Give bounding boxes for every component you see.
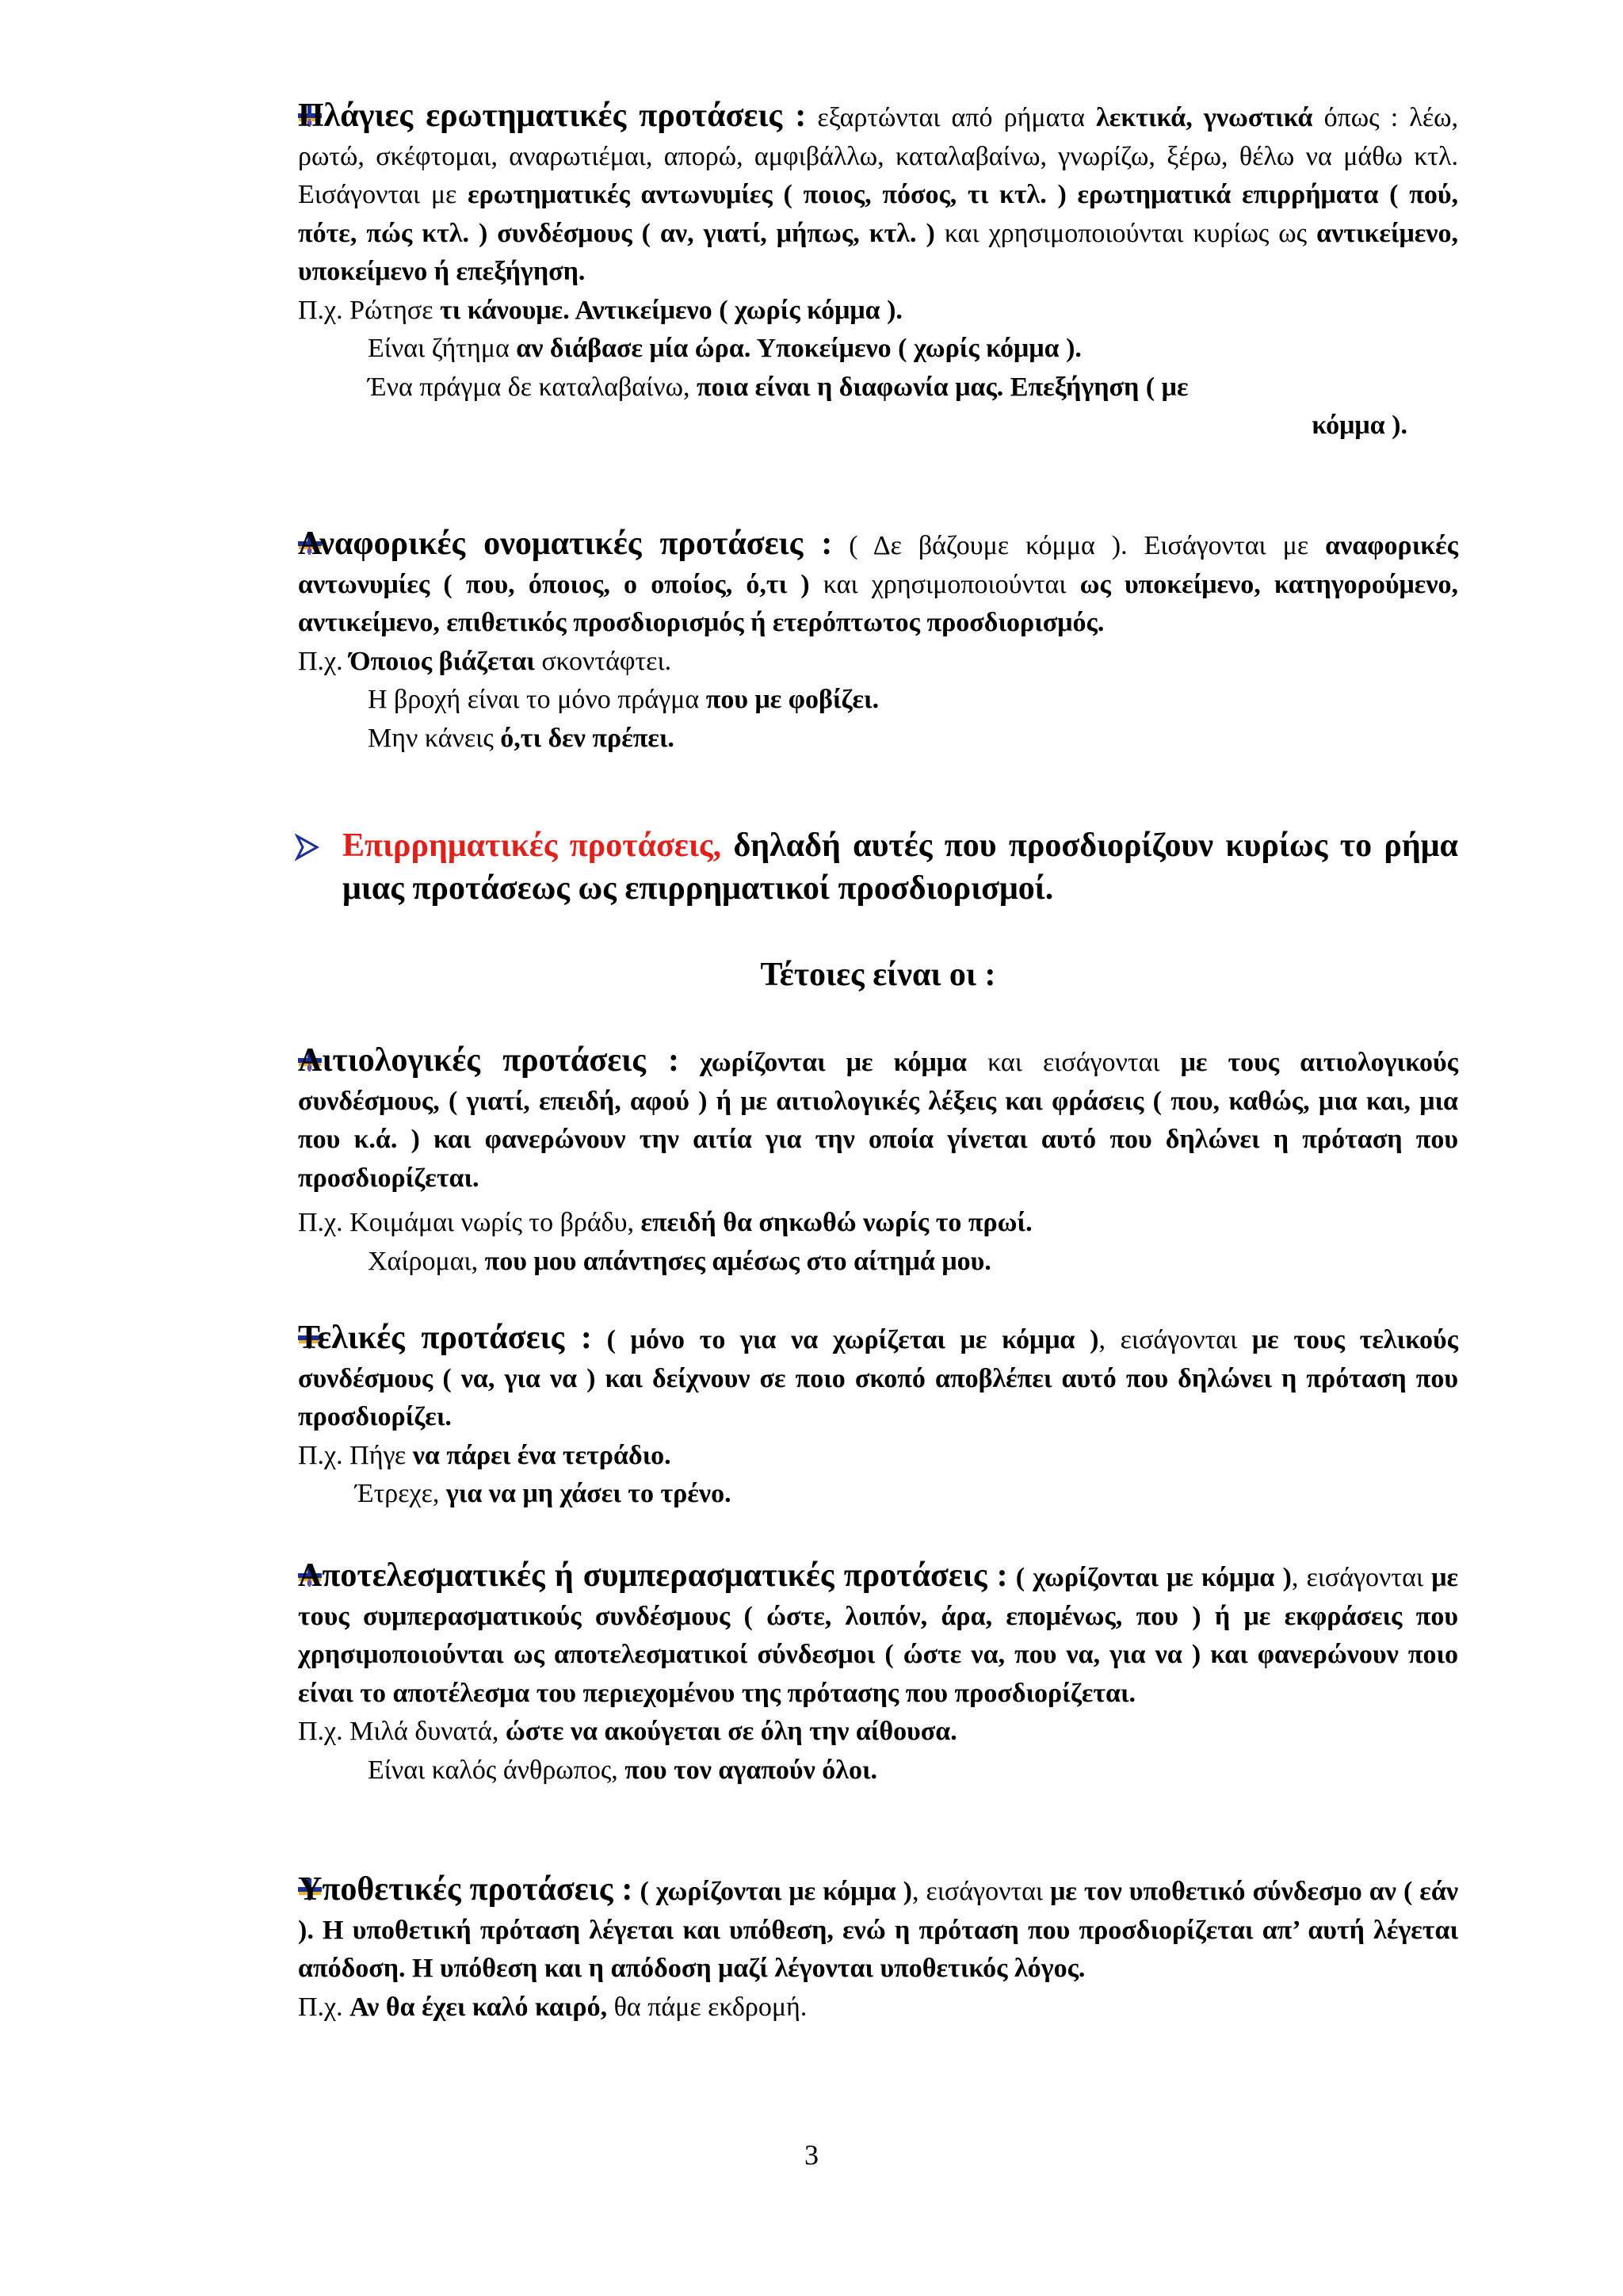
section-paragraph: Αποτελεσματικές ή συμπερασματικές προτάσεις : ( χωρίζονται με κόμμα ), εισάγονται με τους συμπερασματικούς συνδέσμους ( ώστε, λοιπόν, άρα, επομένως, που ) ή με εκφράσεις που χρησιμοποιούνται ως αποτελεσματικοί σύνδεσμοι ( ώστε να, που να, για να ) και φανερώνουν ποιο είναι το αποτέλεσμα του περιεχομένου της πρότασης που προσδιορίζεται. <box>298 1557 1458 1708</box>
center-heading: Τέτοιες είναι οι : <box>760 957 996 993</box>
example-line: Ένα πράγμα δε καταλαβαίνω, ποια είναι η διαφωνία μας. Επεξήγηση ( με <box>368 372 1189 402</box>
example-line: Έτρεχε, για να μη χάσει το τρένο. <box>355 1479 731 1508</box>
example-line: Π.χ. Όποιος βιάζεται σκοντάφτει. <box>298 646 672 676</box>
example-line: Π.χ. Πήγε να πάρει ένα τετράδιο. <box>298 1440 671 1470</box>
section-title: Τελικές προτάσεις : <box>298 1320 592 1356</box>
example-line: Μην κάνεις ό,τι δεν πρέπει. <box>368 723 674 753</box>
example-line: Π.χ. Κοιμάμαι νωρίς το βράδυ, επειδή θα σηκωθώ νωρίς το πρωί. <box>298 1208 1033 1237</box>
page-number: 3 <box>804 2139 819 2171</box>
example-line: κόμμα ). <box>1312 411 1407 440</box>
example-line: Π.χ. Αν θα έχει καλό καιρό, θα πάμε εκδρομή. <box>298 1992 808 2022</box>
section-title: Πλάγιες ερωτηματικές προτάσεις : <box>298 97 807 134</box>
example-line: Χαίρομαι, που μου απάντησες αμέσως στο αίτημά μου. <box>368 1246 991 1276</box>
section-paragraph: Αιτιολογικές προτάσεις : χωρίζονται με κόμμα και εισάγονται με τους αιτιολογικούς συνδέσμους, ( γιατί, επειδή, αφού ) ή με αιτιολογικές λέξεις και φράσεις ( που, καθώς, μια και, μια που κ.ά. ) και φανερώνουν την αιτία για την οποία γίνεται αυτό που δηλώνει η πρόταση που προσδιορίζεται. <box>298 1042 1458 1193</box>
arrow-bullet-icon <box>293 834 320 861</box>
section-anaforikes <box>298 525 1458 758</box>
section-title: Αναφορικές ονοματικές προτάσεις : <box>298 525 833 562</box>
section-plagies <box>298 97 1458 445</box>
example-line: Είναι καλός άνθρωπος, που τον αγαπούν όλοι. <box>368 1755 877 1785</box>
section-paragraph: Αναφορικές ονοματικές προτάσεις : ( Δε βάζουμε κόμμα ). Εισάγονται με αναφορικές αντωνυμίες ( που, όποιος, ο οποίος, ό,τι ) και χρησιμοποιούνται ως υποκείμενο, κατηγορούμενο, αντικείμενο, επιθετικός προσδιορισμός ή ετερόπτωτος προσδιορισμός. <box>298 525 1459 637</box>
section-aitiologikes <box>298 1041 1458 1281</box>
section-title: Υποθετικές προτάσεις : <box>298 1871 633 1908</box>
section-paragraph: Πλάγιες ερωτηματικές προτάσεις : εξαρτώνται από ρήματα λεκτικά, γνωστικά όπως : λέω, ρωτώ, σκέφτομαι, αναρωτιέμαι, απορώ, αμφιβάλλω, καταλαβαίνω, γνωρίζω, ξέρω, θέλω να μάθω κτλ. Εισάγονται με ερωτηματικές αντωνυμίες ( ποιος, πόσος, τι κτλ. ) ερωτηματικά επιρρήματα ( πού, πότε, πώς κτλ. ) συνδέσμους ( αν, γιατί, μήπως, κτλ. ) και χρησιμοποιούνται κυρίως ως αντικείμενο, υποκείμενο ή επεξήγηση. <box>298 97 1459 286</box>
section-heading: Επιρρηματικές προτάσεις, δηλαδή αυτές που προσδιορίζουν κυρίως το ρήμα μιας προτάσεως ως επιρρηματικοί προσδιορισμοί. <box>342 827 1458 907</box>
section-telikes <box>298 1319 1458 1514</box>
example-line: Π.χ. Μιλά δυνατά, ώστε να ακούγεται σε όλη την αίθουσα. <box>298 1717 957 1746</box>
section-paragraph: Υποθετικές προτάσεις : ( χωρίζονται με κόμμα ), εισάγονται με τον υποθετικό σύνδεσμο αν ( εάν ). Η υποθετική πρόταση λέγεται και υπόθεση, ενώ η πρόταση που προσδιορίζεται απ’ αυτή λέγεται απόδοση. Η υπόθεση και η απόδοση μαζί λέγονται υποθετικός λόγος. <box>298 1871 1459 1983</box>
section-title: Αποτελεσματικές ή συμπερασματικές προτάσεις : <box>298 1557 1008 1594</box>
section-apotelesmatikes <box>298 1557 1458 1790</box>
section-ypothetikes <box>298 1870 1458 2027</box>
example-line: Είναι ζήτημα αν διάβασε μία ώρα. Υποκείμενο ( χωρίς κόμμα ). <box>368 334 1082 363</box>
example-line: Η βροχή είναι το μόνο πράγμα που με φοβίζει. <box>368 685 880 714</box>
section-title: Αιτιολογικές προτάσεις : <box>298 1042 679 1079</box>
section-epirrimatikes <box>342 824 1458 910</box>
section-paragraph: Τελικές προτάσεις : ( μόνο το για να χωρίζεται με κόμμα ), εισάγονται με τους τελικούς συνδέσμους ( να, για να ) και δείχνουν σε ποιο σκοπό αποβλέπει αυτό που δηλώνει η πρόταση που προσδιορίζει. <box>298 1320 1458 1431</box>
example-line: Π.χ. Ρώτησε τι κάνουμε. Αντικείμενο ( χωρίς κόμμα ). <box>298 295 903 325</box>
